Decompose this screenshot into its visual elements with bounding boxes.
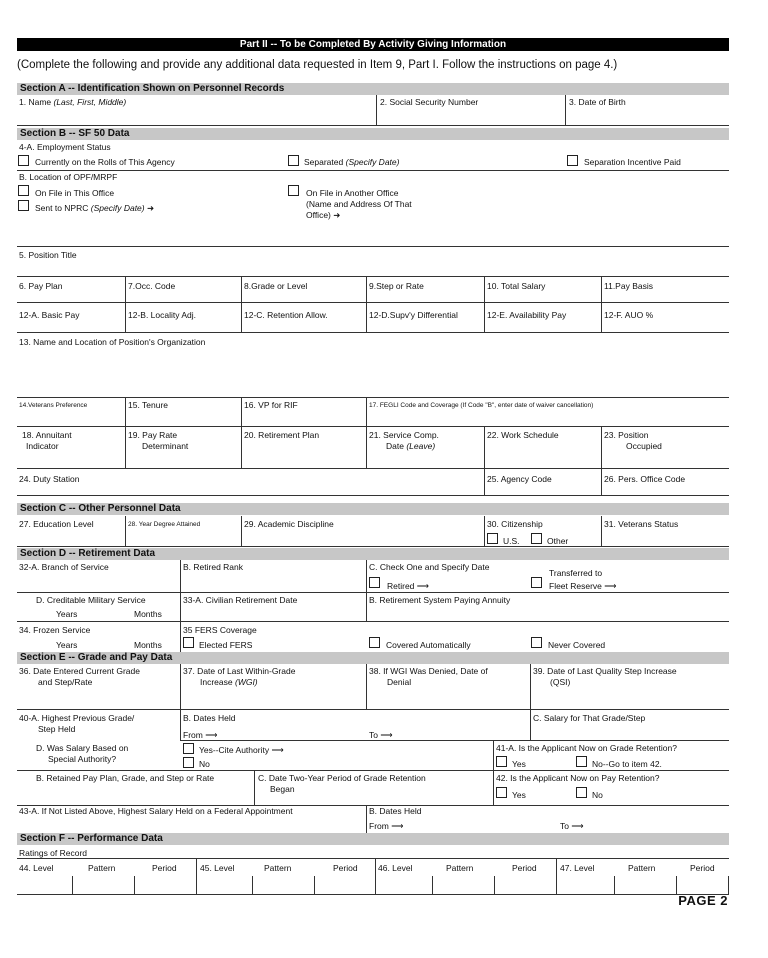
grade-retention-no-checkbox[interactable] bbox=[576, 756, 587, 767]
annuitant-label: 18. Annuitant bbox=[22, 430, 72, 440]
arrow-right-icon: ➜ bbox=[333, 210, 341, 220]
section-d-header bbox=[17, 548, 729, 560]
rule-line bbox=[17, 246, 729, 247]
section-title: Section B -- SF 50 Data bbox=[20, 128, 130, 139]
rule-line bbox=[17, 170, 729, 171]
cell-divider bbox=[565, 95, 566, 125]
dob-label: 3. Date of Birth bbox=[569, 97, 626, 107]
ssn-label: 2. Social Security Number bbox=[380, 97, 479, 107]
period-46-label: Period bbox=[512, 863, 537, 873]
section-title: Section A -- Identification Shown on Personnel Records bbox=[20, 83, 285, 94]
no-checkbox[interactable] bbox=[183, 757, 194, 768]
other-checkbox[interactable] bbox=[531, 533, 542, 544]
rule-line bbox=[17, 468, 729, 469]
cell-divider bbox=[180, 710, 181, 740]
to-label-2: To ⟶ bbox=[560, 821, 584, 831]
level-44-label: 44. Level bbox=[19, 863, 54, 873]
section-title: Section E -- Grade and Pay Data bbox=[20, 652, 173, 663]
fleet-reserve-label: Fleet Reserve ⟶ bbox=[549, 581, 617, 591]
frozen-service-label: 34. Frozen Service bbox=[19, 625, 91, 635]
retired-checkbox[interactable] bbox=[369, 577, 380, 588]
pattern-45-label: Pattern bbox=[264, 863, 292, 873]
cell-divider bbox=[676, 876, 677, 894]
check-one-label: C. Check One and Specify Date bbox=[369, 562, 490, 572]
arrow-right-icon: ➜ bbox=[147, 203, 155, 213]
pay-retention-label: 42. Is the Applicant Now on Pay Retention? bbox=[496, 773, 660, 783]
rule-line bbox=[17, 592, 729, 593]
to-label: To ⟶ bbox=[369, 730, 393, 740]
retention-allow-label: 12-C. Retention Allow. bbox=[244, 310, 328, 320]
separation-incentive-label: Separation Incentive Paid bbox=[584, 157, 681, 167]
arrow-right-icon: ⟶ bbox=[604, 581, 617, 591]
covered-auto-label: Covered Automatically bbox=[386, 640, 471, 650]
page-number: PAGE 2 bbox=[678, 893, 728, 908]
period-44-label: Period bbox=[152, 863, 177, 873]
section-b-header bbox=[17, 128, 729, 140]
cell-divider bbox=[180, 622, 181, 652]
rule-line bbox=[17, 770, 729, 771]
on-file-this-office-label: On File in This Office bbox=[35, 188, 115, 198]
currently-on-rolls-label: Currently on the Rolls of This Agency bbox=[35, 157, 175, 167]
cell-divider bbox=[72, 876, 73, 894]
basic-pay-label: 12-A. Basic Pay bbox=[19, 310, 80, 320]
cell-divider bbox=[196, 858, 197, 894]
office-label: Office) ➜ bbox=[306, 210, 341, 220]
position-occupied-label-2: Occupied bbox=[626, 441, 662, 451]
cell-divider bbox=[366, 277, 367, 332]
arrow-right-icon: ⟶ bbox=[271, 745, 284, 755]
on-file-this-office-checkbox[interactable] bbox=[18, 185, 29, 196]
cell-divider bbox=[134, 876, 135, 894]
arrow-right-icon: ⟶ bbox=[391, 821, 404, 831]
from-label: From ⟶ bbox=[183, 730, 218, 740]
vp-rif-label: 16. VP for RIF bbox=[244, 400, 298, 410]
date-entered-label: 36. Date Entered Current Grade bbox=[19, 666, 140, 676]
months-label: Months bbox=[134, 609, 162, 619]
section-e-header bbox=[17, 652, 729, 664]
retained-pay-label: B. Retained Pay Plan, Grade, and Step or Rate bbox=[36, 773, 215, 783]
locality-adj-label: 12-B. Locality Adj. bbox=[128, 310, 197, 320]
pay-rate-det-label-2: Determinant bbox=[142, 441, 189, 451]
citizenship-label: 30. Citizenship bbox=[487, 519, 543, 529]
elected-fers-checkbox[interactable] bbox=[183, 637, 194, 648]
rule-line bbox=[17, 426, 729, 427]
cell-divider bbox=[366, 427, 367, 468]
name-address-label: (Name and Address Of That bbox=[306, 199, 412, 209]
pay-rate-det-label: 19. Pay Rate bbox=[128, 430, 178, 440]
civilian-ret-date-label: 33-A. Civilian Retirement Date bbox=[183, 595, 298, 605]
rule-line bbox=[17, 397, 729, 398]
rule-line bbox=[17, 709, 729, 710]
level-45-label: 45. Level bbox=[200, 863, 235, 873]
cell-divider bbox=[241, 277, 242, 332]
cell-divider bbox=[375, 858, 376, 894]
ratings-label: Ratings of Record bbox=[19, 848, 88, 858]
cell-divider bbox=[366, 593, 367, 621]
work-schedule-label: 22. Work Schedule bbox=[487, 430, 559, 440]
pay-retention-yes-checkbox[interactable] bbox=[496, 787, 507, 798]
supv-diff-label: 12-D.Supv'y Differential bbox=[369, 310, 458, 320]
period-45-label: Period bbox=[333, 863, 358, 873]
no-goto-label: No--Go to item 42. bbox=[592, 759, 662, 769]
no-label-2: No bbox=[592, 790, 603, 800]
veterans-status-label: 31. Veterans Status bbox=[604, 519, 679, 529]
position-title-label: 5. Position Title bbox=[19, 250, 77, 260]
years-label: Years bbox=[56, 609, 78, 619]
cell-divider bbox=[366, 805, 367, 833]
section-title: Section D -- Retirement Data bbox=[20, 548, 156, 559]
cell-divider bbox=[241, 398, 242, 426]
rule-line bbox=[17, 276, 729, 277]
rule-line bbox=[180, 740, 729, 741]
step-rate-label: 9.Step or Rate bbox=[369, 281, 424, 291]
pattern-46-label: Pattern bbox=[446, 863, 474, 873]
level-47-label: 47. Level bbox=[560, 863, 595, 873]
rule-line bbox=[17, 302, 729, 303]
covered-auto-checkbox[interactable] bbox=[369, 637, 380, 648]
cell-divider bbox=[484, 516, 485, 546]
cell-divider bbox=[125, 516, 126, 546]
salary-grade-step-label: C. Salary for That Grade/Step bbox=[533, 713, 646, 723]
cell-divider bbox=[180, 560, 181, 592]
currently-on-rolls-checkbox[interactable] bbox=[18, 155, 29, 166]
sent-to-nprc-label: Sent to NPRC (Specify Date) ➜ bbox=[35, 203, 155, 213]
section-title: Section C -- Other Personnel Data bbox=[20, 503, 181, 514]
never-covered-label: Never Covered bbox=[548, 640, 606, 650]
last-wgi-label: 37. Date of Last Within-Grade bbox=[183, 666, 296, 676]
cell-divider bbox=[252, 876, 253, 894]
cell-divider bbox=[601, 277, 602, 332]
cell-divider bbox=[376, 95, 377, 125]
fegli-label: 17. FEGLI Code and Coverage (If Code "B", enter date of waiver cancellation) bbox=[369, 402, 594, 409]
never-covered-checkbox[interactable] bbox=[531, 637, 542, 648]
qsi-label: 39. Date of Last Quality Step Increase bbox=[533, 666, 677, 676]
grade-retention-label: 41-A. Is the Applicant Now on Grade Retention? bbox=[496, 743, 677, 753]
cell-divider bbox=[125, 277, 126, 332]
fers-coverage-label: 35 FERS Coverage bbox=[183, 625, 257, 635]
agency-code-label: 25. Agency Code bbox=[487, 474, 552, 484]
retirement-plan-label: 20. Retirement Plan bbox=[244, 430, 320, 440]
service-comp-label-2: Date (Leave) bbox=[386, 441, 436, 451]
cell-divider bbox=[241, 427, 242, 468]
qsi-label-2: (QSI) bbox=[550, 677, 571, 687]
year-degree-label: 28. Year Degree Attained bbox=[128, 521, 201, 528]
yes-cite-checkbox[interactable] bbox=[183, 743, 194, 754]
cell-divider bbox=[125, 427, 126, 468]
rule-line bbox=[17, 894, 729, 895]
cell-divider bbox=[484, 427, 485, 495]
location-opf-label: B. Location of OPF/MRPF bbox=[19, 172, 118, 182]
transferred-checkbox[interactable] bbox=[531, 577, 542, 588]
instructions: (Complete the following and provide any additional data requested in Item 9, Part I. Follow the instructions on page 4.) bbox=[17, 59, 618, 71]
level-46-label: 46. Level bbox=[378, 863, 413, 873]
rule-line bbox=[17, 858, 729, 859]
section-f-header bbox=[17, 833, 729, 845]
wgi-denied-label-2: Denial bbox=[387, 677, 412, 687]
name-label: 1. Name (Last, First, Middle) bbox=[19, 97, 127, 107]
cell-divider bbox=[530, 664, 531, 709]
pattern-47-label: Pattern bbox=[628, 863, 656, 873]
highest-grade-label-2: Step Held bbox=[38, 724, 76, 734]
grade-retention-yes-checkbox[interactable] bbox=[496, 756, 507, 767]
us-label: U.S. bbox=[503, 536, 520, 546]
yes-label-2: Yes bbox=[512, 790, 526, 800]
employment-status-label: 4-A. Employment Status bbox=[19, 142, 111, 152]
cell-divider bbox=[493, 740, 494, 805]
retired-rank-label: B. Retired Rank bbox=[183, 562, 243, 572]
retired-label: Retired ⟶ bbox=[387, 581, 429, 591]
arrow-right-icon: ⟶ bbox=[205, 730, 218, 740]
service-comp-label: 21. Service Comp. bbox=[369, 430, 439, 440]
transferred-label: Transferred to bbox=[549, 568, 603, 578]
elected-fers-label: Elected FERS bbox=[199, 640, 253, 650]
yes-cite-label: Yes--Cite Authority ⟶ bbox=[199, 745, 284, 755]
cell-divider bbox=[180, 664, 181, 709]
cell-divider bbox=[125, 398, 126, 426]
arrow-right-icon: ⟶ bbox=[416, 581, 429, 591]
section-title: Section F -- Performance Data bbox=[20, 833, 163, 844]
total-salary-label: 10. Total Salary bbox=[487, 281, 546, 291]
period-47-label: Period bbox=[690, 863, 715, 873]
cell-divider bbox=[432, 876, 433, 894]
salary-based-label: D. Was Salary Based on bbox=[36, 743, 129, 753]
cell-divider bbox=[556, 858, 557, 894]
veterans-pref-label: 14.Veterans Preference bbox=[19, 402, 88, 409]
education-level-label: 27. Education Level bbox=[19, 519, 94, 529]
arrow-right-icon: ⟶ bbox=[380, 730, 393, 740]
separated-checkbox[interactable] bbox=[288, 155, 299, 166]
pattern-44-label: Pattern bbox=[88, 863, 116, 873]
creditable-military-label: D. Creditable Military Service bbox=[36, 595, 146, 605]
pay-retention-no-checkbox[interactable] bbox=[576, 787, 587, 798]
us-checkbox[interactable] bbox=[487, 533, 498, 544]
date-entered-label-2: and Step/Rate bbox=[38, 677, 93, 687]
cell-divider bbox=[366, 664, 367, 709]
section-a-header bbox=[17, 83, 729, 95]
rule-line bbox=[17, 621, 729, 622]
cell-divider bbox=[254, 771, 255, 805]
cell-divider bbox=[728, 876, 729, 894]
cell-divider bbox=[366, 398, 367, 426]
dates-held-label: B. Dates Held bbox=[183, 713, 236, 723]
arrow-right-icon: ⟶ bbox=[571, 821, 584, 831]
cell-divider bbox=[601, 427, 602, 495]
cell-divider bbox=[180, 593, 181, 621]
highest-salary-label: 43-A. If Not Listed Above, Highest Salary Held on a Federal Appointment bbox=[19, 806, 293, 816]
rule-line bbox=[17, 332, 729, 333]
on-file-another-label: On File in Another Office bbox=[306, 188, 399, 198]
on-file-another-office-checkbox[interactable] bbox=[288, 185, 299, 196]
separated-label: Separated (Specify Date) bbox=[304, 157, 400, 167]
dates-held-b-label: B. Dates Held bbox=[369, 806, 422, 816]
two-year-label-2: Began bbox=[270, 784, 295, 794]
cell-divider bbox=[601, 516, 602, 546]
yes-label: Yes bbox=[512, 759, 526, 769]
cell-divider bbox=[494, 876, 495, 894]
cell-divider bbox=[241, 516, 242, 546]
availability-pay-label: 12-E. Availability Pay bbox=[487, 310, 567, 320]
months-label-2: Months bbox=[134, 640, 162, 650]
branch-label: 32-A. Branch of Service bbox=[19, 562, 109, 572]
sent-to-nprc-checkbox[interactable] bbox=[18, 200, 29, 211]
pay-plan-label: 6. Pay Plan bbox=[19, 281, 63, 291]
pay-basis-label: 11.Pay Basis bbox=[604, 281, 653, 291]
separation-incentive-checkbox[interactable] bbox=[567, 155, 578, 166]
pers-office-code-label: 26. Pers. Office Code bbox=[604, 474, 686, 484]
cell-divider bbox=[530, 710, 531, 740]
other-label: Other bbox=[547, 536, 569, 546]
rule-line bbox=[17, 546, 729, 547]
tenure-label: 15. Tenure bbox=[128, 400, 169, 410]
salary-based-label-2: Special Authority? bbox=[48, 754, 117, 764]
occ-code-label: 7.Occ. Code bbox=[128, 281, 176, 291]
cell-divider bbox=[366, 560, 367, 592]
from-label-2: From ⟶ bbox=[369, 821, 404, 831]
two-year-label: C. Date Two-Year Period of Grade Retention bbox=[258, 773, 426, 783]
academic-discipline-label: 29. Academic Discipline bbox=[244, 519, 334, 529]
rule-line bbox=[17, 125, 729, 126]
position-occupied-label: 23. Position bbox=[604, 430, 649, 440]
ret-system-label: B. Retirement System Paying Annuity bbox=[369, 595, 511, 605]
org-name-label: 13. Name and Location of Position's Organization bbox=[19, 337, 206, 347]
no-label: No bbox=[199, 759, 210, 769]
section-c-header bbox=[17, 503, 729, 515]
last-wgi-label-2: Increase (WGI) bbox=[200, 677, 258, 687]
duty-station-label: 24. Duty Station bbox=[19, 474, 80, 484]
auo-label: 12-F. AUO % bbox=[604, 310, 654, 320]
rule-line bbox=[17, 495, 729, 496]
grade-level-label: 8.Grade or Level bbox=[244, 281, 308, 291]
part-title: Part II -- To be Completed By Activity Giving Information bbox=[17, 38, 729, 51]
cell-divider bbox=[614, 876, 615, 894]
cell-divider bbox=[484, 277, 485, 332]
years-label-2: Years bbox=[56, 640, 78, 650]
annuitant-label-2: Indicator bbox=[26, 441, 59, 451]
cell-divider bbox=[314, 876, 315, 894]
wgi-denied-label: 38. If WGI Was Denied, Date of bbox=[369, 666, 488, 676]
highest-grade-label: 40-A. Highest Previous Grade/ bbox=[19, 713, 135, 723]
